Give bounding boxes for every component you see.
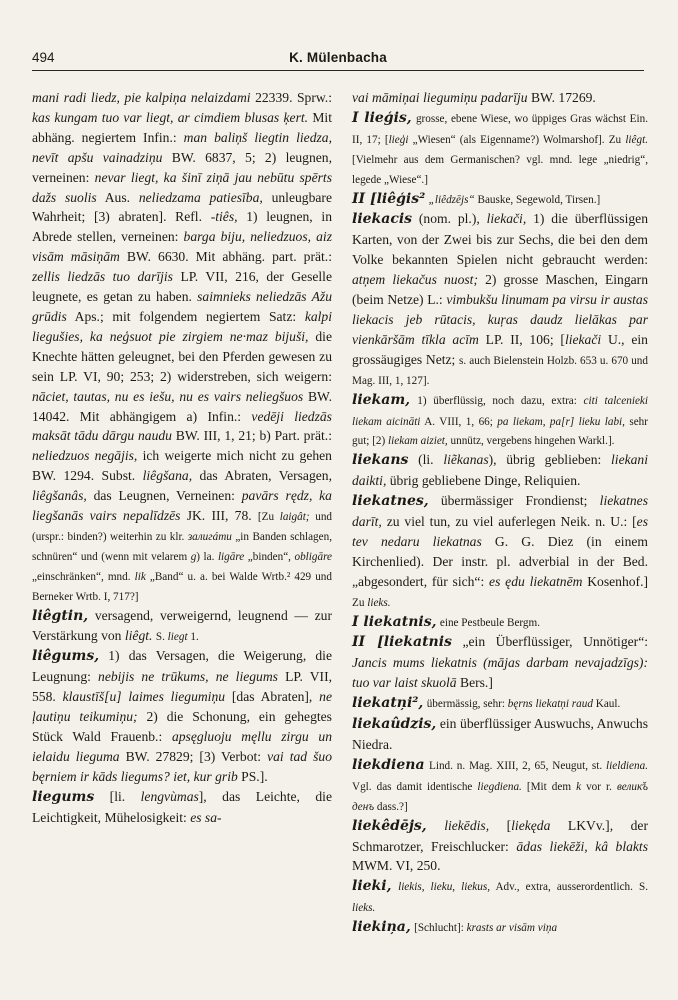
dictionary-entry: liegums [li. lengvùmas], das Leichte, die Leichtigkeit, Mühelosigkeit: es sa- [32, 788, 332, 825]
right-column [352, 88, 648, 938]
dictionary-entry: liekam, 1) überflüssig, noch dazu, extra: citi talcenieki liekam aicināti A. VIII, 1, 66; pa liekam, pa[r] lieku labi, sehr gut; [2) liekam aiziet, unnütz, vergebens hingehen Warkl.]. [352, 391, 649, 448]
dictionary-entry: liêgtin, versagend, verweigernd, leugnend — zur Verstärkung von liêgt. S. liegt 1. [32, 607, 332, 644]
dictionary-entry: liekdiena Lind. n. Mag. XIII, 2, 65, Neugut, st. lieldiena. Vgl. das damit identische liegdiena. [Mit dem k vor r. велик̌ъ денъ dass.?] [352, 756, 648, 813]
dictionary-entry: I lieģis, grosse, ebene Wiese, wo üppiges Gras wächst Ein. II, 17; [lieģi „Wiesen“ (als Eigenname?) Wolmarshof]. Zu liêgt. [Vielmehr aus dem Germanischen? vgl. mnd. lege „niedrig“, legede „Wiese“.] [352, 109, 648, 186]
dictionary-entry: mani radi liedz, pie kalpiņa nelaizdami 22339. Sprw.: kas kungam tuo var liegt, ar cimdiem blusas ķert. Mit abhäng. negiertem Infin.: man baliņš liegtin liedza, nevīt apšu vainadziņu BW. 6837, 5; 2) leugnen, verneinen: nevar liegt, ka šinī ziņā jau nebūtu spērts dažs suolis Aus. neliedzama patiesība, unleugbare Wahrheit; [3) abraten]. Refl. -tiês, 1) leugnen, in Abrede stellen, verneinen: barga biju, neliedzuos, aiz visām māsiņām BW. 6630. Mit abhäng. part. prät.: zellis liedzās tuo darījis LP. VII, 216, der Geselle leugnete, es getan zu haben. saimnieks neliedzās Ažu grūdis Aps.; mit folgendem negiertem Satz: kalpi liegušies, ka neģsuot pie zirgiem ne·maz bijuši, die Knechte hätten geleugnet, bei den Pferden gewesen zu sein LP. VI, 90; 253; 2) widerstreben, sich weigern: nāciet, tautas, nu es iešu, nu es vairs neliegšuos BW. 14042. Mit abhängigem a) Infin.: vedēji liedzās maksāt tādu dārgu naudu BW. III, 1, 21; b) Part. prät.: neliedzuos negājis, ich weigerte mich nicht zu gehen BW. 1294. Subst. liêgšana, das Abraten, Versagen, liêgšanâs, das Leugnen, Verneinen: pavārs rędz, ka liegšanās vairs nepalīdzēs JK. III, 78. [Zu laigât; und (urspr.: binden?) weiterhin zu klr. залигáти „in Banden schlagen, schnüren“ und (wenn mit velarem g) la. ligāre „binden“, obligāre „einschränken“, mnd. lik „Band“ u. a. bei Walde Wrtb.² 429 und Berneker Wrtb. I, 717?] [32, 90, 333, 603]
dictionary-entry: II [liekatnis „ein Überflüssiger, Unnötiger“: Jancis mums liekatnis (mājas darbam nevajadzīgs): tuo var laist skuolā Bers.] [352, 634, 648, 691]
running-head: K. Mülenbacha [289, 50, 387, 65]
dictionary-entry: liekatnes, übermässiger Frondienst; liekatnes darīt, zu viel tun, zu viel auferlegen Neik. n. U.: [es tev nedaru liekatnas G. G. Diez (in einem Kirchenlied). Der instr. pl. adverbial in der Bed. „abgesondert, für sich“: es ędu liekatnēm Kosenhof.] Zu lieks. [352, 493, 648, 609]
dictionary-entry: liekacis (nom. pl.), liekači, 1) die überflüssigen Karten, von der Zwei bis zur Sechs, die bei den dem Volke bekannten Spielen nicht gebraucht werden: atņem liekačus nuost; 2) grosse Maschen, Eingarn (beim Netze) L.: vimbukšu linumam pa virsu ir austas liekacis jeb rūtacis, kuŗas daudz lielākas par vienkāršām tīkla acīm LP. II, 106; [liekači U., ein grossäugiges Netz; s. auch Bielenstein Holzb. 653 u. 670 und Mag. III, 1, 127]. [352, 211, 649, 387]
dictionary-entry: lieki, liekis, lieku, liekus, Adv., extra, ausserordentlich. S. lieks. [352, 878, 648, 915]
dictionary-entry: vai māmiņai liegumiņu padarīju BW. 17269. [352, 90, 596, 105]
dictionary-entry: liekiņa, [Schlucht]: krasts ar visām viņa [352, 919, 558, 936]
page-number: 494 [32, 50, 55, 65]
dictionary-entry: liekatņi², übermässig, sehr: bęrns liekatņi raud Kaul. [352, 695, 621, 712]
left-column [32, 88, 332, 828]
dictionary-entry: II [liêģis² „liêdzējs“ Bauske, Segewold, Tirsen.] [352, 190, 601, 207]
dictionary-entry: liekaûdzis, ein überflüssiger Auswuchs, Anwuchs Niedra. [352, 716, 648, 752]
page-header [32, 48, 644, 71]
dictionary-entry: liekêdējs, liekēdis, [liekęda LKVv.], der Schmarotzer, Freischlucker: ādas liekēži, kâ blakts MWM. VI, 250. [352, 817, 648, 874]
dictionary-entry: I liekatnis, eine Pestbeule Bergm. [352, 613, 541, 630]
dictionary-entry: liekans (li. liẽkanas), übrig geblieben: liekani daikti, übrig gebliebene Dinge, Reliquien. [352, 452, 649, 489]
dictionary-entry: liêgums, 1) das Versagen, die Weigerung, die Leugnung: nebijis ne trūkums, ne liegums LP. VII, 558. klaustīš[u] laimes liegumiņu [das Abraten], ne ļautiņu teikumiņu; 2) die Schonung, ein gehegtes Stück Wald Frauenb.: apsęgluoju męllu zirgu un ielaidu lieguma BW. 27829; [3) Verbot: vai tad šuo bęrniem ir kāds liegums? iet, kur grib PS.]. [32, 648, 332, 784]
